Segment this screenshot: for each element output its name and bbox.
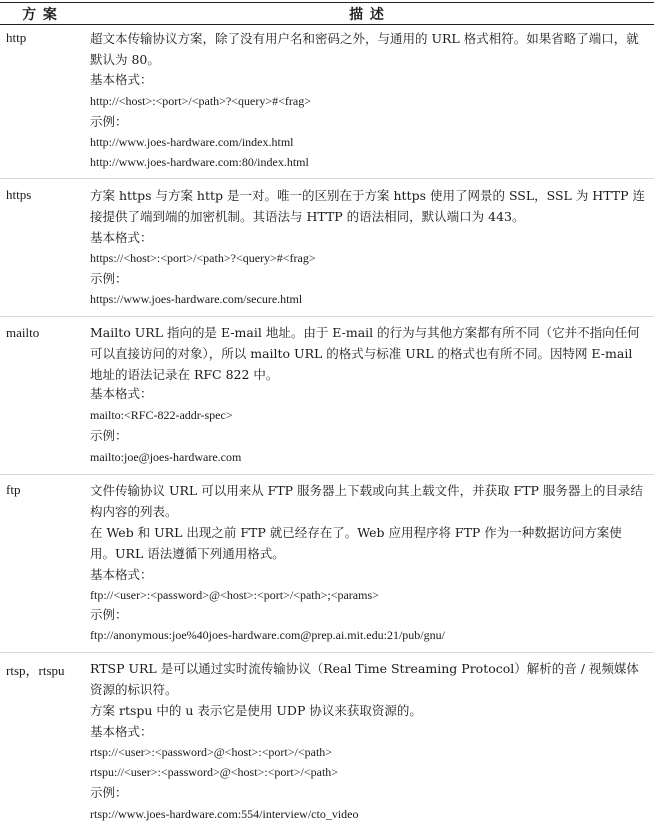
format-label: 基本格式： — [90, 72, 153, 87]
desc-ftp-2: 在 Web 和 URL 出现之前 FTP 就已经存在了。Web 应用程序将 FTP 作为一种数据访问方案使用。URL 语法遵循下列通用格式。 — [90, 525, 622, 561]
desc-ftp: 文件传输协议 URL 可以用来从 FTP 服务器上下载或向其上载文件，并获取 FTP 服务器上的目录结构内容的列表。 — [90, 483, 643, 519]
scheme-rtsp: rtsp，rtspu — [6, 663, 65, 678]
scheme-mailto: mailto — [6, 325, 40, 340]
example-label: 示例： — [90, 114, 128, 129]
format-label: 基本格式： — [90, 386, 153, 401]
desc-rtsp-2: 方案 rtspu 中的 u 表示它是使用 UDP 协议来获取资源的。 — [90, 703, 422, 718]
header-description: 描 述 — [349, 7, 385, 23]
desc-mailto: Mailto URL 指向的是 E-mail 地址。由于 E-mail 的行为与其他方案都有所不同（它并不指向任何可以直接访问的对象），所以 mailto URL 的格式与标准 URL 的格式也有所不同。因特网 E-mail 地址的语法记录在 RFC 822 中。 — [90, 325, 640, 382]
syntax-rtsp: rtsp://<user>:<password>@<host>:<port>/<path> — [90, 745, 333, 759]
syntax-https: https://<host>:<port>/<path>?<query>#<frag> — [90, 251, 316, 265]
scheme-https: https — [6, 187, 32, 202]
syntax-mailto: mailto:<RFC-822-addr-spec> — [90, 408, 233, 422]
syntax-rtspu: rtspu://<user>:<password>@<host>:<port>/<path> — [90, 765, 339, 779]
desc-http: 超文本传输协议方案，除了没有用户名和密码之外，与通用的 URL 格式相符。如果省略了端口，就默认为 80。 — [90, 31, 639, 67]
format-label: 基本格式： — [90, 567, 153, 582]
desc-https: 方案 https 与方案 http 是一对。唯一的区别在于方案 https 使用了网景的 SSL，SSL 为 HTTP 连接提供了端到端的加密机制。其语法与 HTTP 的语法相同，默认端口为 443。 — [90, 188, 645, 224]
example-https-1: https://www.joes-hardware.com/secure.html — [90, 292, 303, 306]
example-ftp-1: ftp://anonymous:joe%40joes-hardware.com@prep.ai.mit.edu:21/pub/gnu/ — [90, 628, 445, 642]
example-mailto-1: mailto:joe@joes-hardware.com — [90, 450, 242, 464]
example-rtsp-1: rtsp://www.joes-hardware.com:554/interview/cto_video — [90, 807, 359, 821]
example-label: 示例： — [90, 428, 128, 443]
example-label: 示例： — [90, 271, 128, 286]
row-divider — [0, 474, 654, 475]
example-http-2: http://www.joes-hardware.com:80/index.html — [90, 155, 309, 169]
header-rule — [0, 24, 654, 25]
scheme-ftp: ftp — [6, 482, 21, 497]
example-http-1: http://www.joes-hardware.com/index.html — [90, 135, 294, 149]
row-divider — [0, 178, 654, 179]
syntax-http: http://<host>:<port>/<path>?<query>#<frag> — [90, 94, 311, 108]
row-divider — [0, 652, 654, 653]
example-label: 示例： — [90, 607, 128, 622]
format-label: 基本格式： — [90, 230, 153, 245]
row-divider — [0, 316, 654, 317]
desc-rtsp: RTSP URL 是可以通过实时流传输协议（Real Time Streaming Protocol）解析的音 / 视频媒体资源的标识符。 — [90, 661, 639, 697]
header-scheme: 方 案 — [22, 7, 58, 23]
syntax-ftp: ftp://<user>:<password>@<host>:<port>/<path>;<params> — [90, 588, 379, 602]
table-top-rule — [0, 2, 654, 3]
example-label: 示例： — [90, 785, 128, 800]
format-label: 基本格式： — [90, 724, 153, 739]
scheme-http: http — [6, 30, 27, 45]
